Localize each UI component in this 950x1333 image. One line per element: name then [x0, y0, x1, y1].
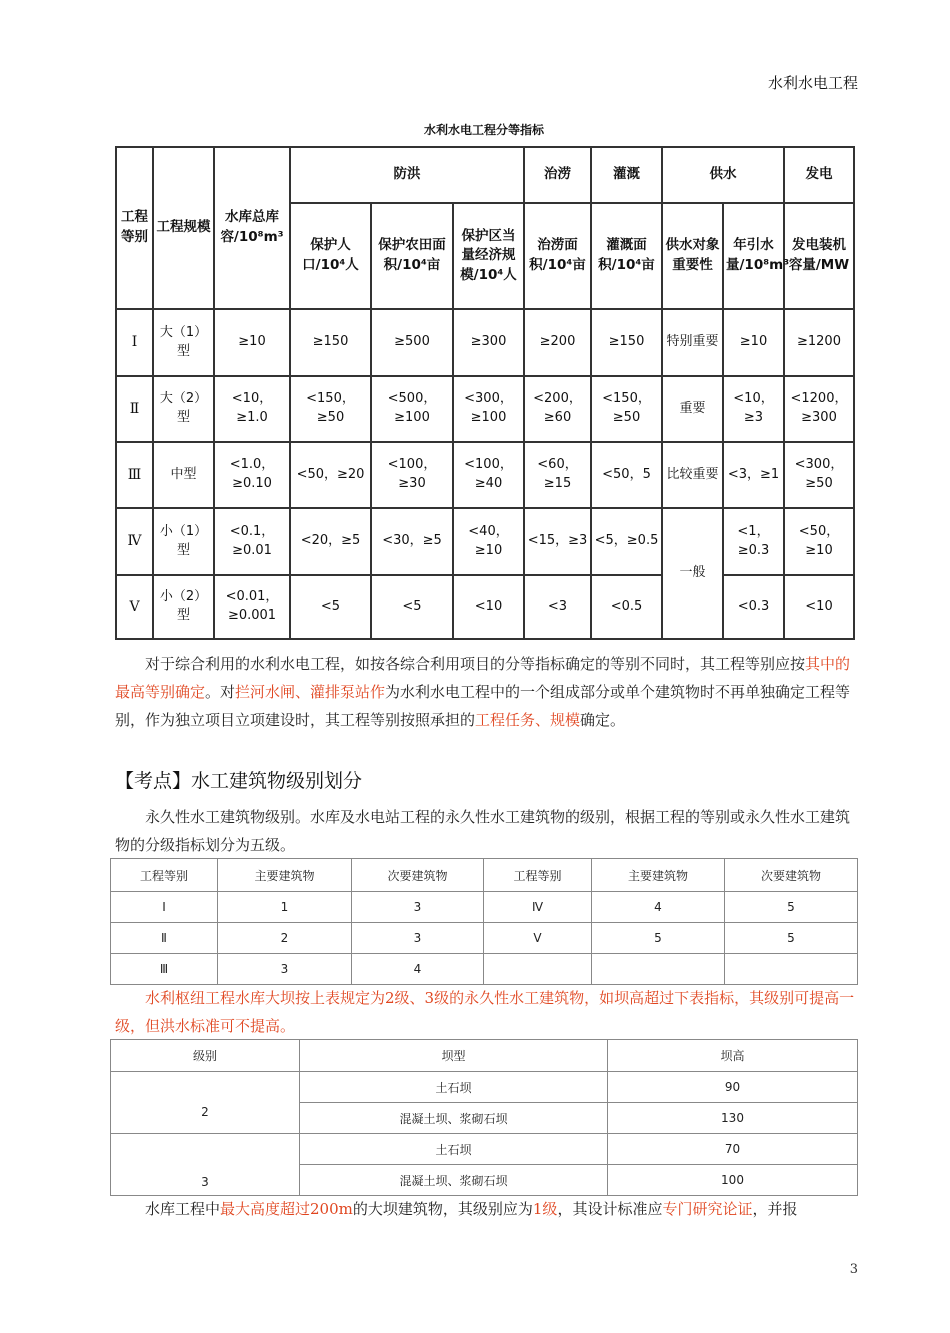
dam-type-cell: 土石坝: [300, 1072, 608, 1103]
dam-height-cell: 90: [608, 1072, 858, 1103]
paragraph-high-dam: 水库工程中最大高度超过200m的大坝建筑物，其级别应为1级，其设计标准应专门研究论证，并报: [145, 1200, 798, 1218]
farm-cell: <5: [371, 575, 453, 639]
table-row: [116, 575, 854, 639]
section-title: 【考点】水工建筑物级别划分: [115, 770, 363, 792]
table2-header: 主要建筑物: [218, 859, 352, 892]
power-cell: ≥1200: [784, 309, 854, 376]
dam-type-cell: 混凝土坝、浆砌石坝: [300, 1165, 608, 1196]
table-row: [111, 954, 858, 985]
header-irrig-area: 灌溉面积/10⁴亩: [591, 203, 662, 309]
farm-cell: <500，≥100: [371, 376, 453, 442]
farm-cell: <100，≥30: [371, 442, 453, 508]
header-capacity: 水库总库容/10⁸m³: [214, 147, 290, 309]
drain-cell: ≥200: [524, 309, 591, 376]
farm-cell: ≥500: [371, 309, 453, 376]
table2-header: 工程等别: [111, 859, 218, 892]
table2-cell: [725, 954, 858, 985]
header-flood-farm: 保护农田面积/10⁴亩: [371, 203, 453, 309]
building-grade-table: [110, 858, 858, 985]
supply-vol-cell: <3，≥1: [723, 442, 784, 508]
pop-cell: <50，≥20: [290, 442, 371, 508]
highlight-height: 最大高度超过200m: [220, 1200, 353, 1218]
table2-cell: 3: [352, 923, 484, 954]
paragraph-comprehensive: 对于综合利用的水利水电工程，如按各综合利用项目的分等指标确定的等别不同时，其工程等别应按其中的最高等别确定。对拦河水闸、灌排泵站作为水利水电工程中的一个组成部分或单个建筑物时不再单独确定工程等别，作为独立项目立项建设时，其工程等别按照承担的工程任务、规模确定。: [115, 655, 851, 729]
table-row: [111, 892, 858, 923]
table2-cell: 5: [592, 923, 725, 954]
supply-vol-cell: <1，≥0.3: [723, 508, 784, 575]
econ-cell: <10: [453, 575, 524, 639]
pop-cell: ≥150: [290, 309, 371, 376]
table-row: [111, 1072, 858, 1103]
capacity-cell: <1.0，≥0.10: [214, 442, 290, 508]
scale-cell: 小（2）型: [153, 575, 214, 639]
table2-cell: 4: [592, 892, 725, 923]
power-cell: <1200，≥300: [784, 376, 854, 442]
header-power-cap: 发电装机容量/MW: [784, 203, 854, 309]
table-row: [116, 508, 854, 575]
supply-obj-cell: 比较重要: [662, 442, 723, 508]
table-row: [116, 442, 854, 508]
page-number: 3: [849, 1262, 858, 1277]
grade-cell: Ⅱ: [116, 376, 153, 442]
capacity-cell: <10，≥1.0: [214, 376, 290, 442]
table2-cell: [484, 954, 592, 985]
power-cell: <10: [784, 575, 854, 639]
highlight-task-scale: 工程任务、规模: [475, 711, 581, 729]
irrig-cell: <150，≥50: [591, 376, 662, 442]
header-irrig: 灌溉: [591, 147, 662, 203]
grade-cell: Ⅲ: [116, 442, 153, 508]
capacity-cell: <0.1，≥0.01: [214, 508, 290, 575]
header-supply-vol: 年引水量/10⁸m³: [723, 203, 784, 309]
highlight-special-study: 专门研究论证: [662, 1200, 753, 1218]
paragraph-dam-upgrade: 水利枢纽工程水库大坝按上表规定为2级、3级的永久性水工建筑物，如坝高超过下表指标，其级别可提高一级，但洪水标准可不提高。: [115, 989, 855, 1035]
header-flood-pop: 保护人口/10⁴人: [290, 203, 371, 309]
table2-cell: [592, 954, 725, 985]
table2-header: 工程等别: [484, 859, 592, 892]
grade-cell: Ⅳ: [116, 508, 153, 575]
pop-cell: <20，≥5: [290, 508, 371, 575]
header-drain: 治涝: [524, 147, 591, 203]
pop-cell: <5: [290, 575, 371, 639]
farm-cell: <30，≥5: [371, 508, 453, 575]
scale-cell: 中型: [153, 442, 214, 508]
header-supply: 供水: [662, 147, 784, 203]
dam-type-cell: 混凝土坝、浆砌石坝: [300, 1103, 608, 1134]
capacity-cell: <0.01，≥0.001: [214, 575, 290, 639]
irrig-cell: ≥150: [591, 309, 662, 376]
header-title: 水利水电工程: [767, 74, 858, 92]
table-row: [111, 923, 858, 954]
table3-header: 级别: [111, 1040, 300, 1072]
dam-height-cell: 70: [608, 1134, 858, 1165]
dam-grade-cell: 2: [111, 1072, 300, 1134]
table2-header: 主要建筑物: [592, 859, 725, 892]
supply-obj-cell: 特别重要: [662, 309, 723, 376]
pop-cell: <150，≥50: [290, 376, 371, 442]
drain-cell: <60，≥15: [524, 442, 591, 508]
econ-cell: ≥300: [453, 309, 524, 376]
irrig-cell: <5，≥0.5: [591, 508, 662, 575]
table2-header: 次要建筑物: [725, 859, 858, 892]
grading-index-table: [115, 146, 855, 640]
table3-header: 坝型: [300, 1040, 608, 1072]
table2-cell: 1: [218, 892, 352, 923]
scale-cell: 大（1）型: [153, 309, 214, 376]
table2-header: 次要建筑物: [352, 859, 484, 892]
capacity-cell: ≥10: [214, 309, 290, 376]
grade-cell: Ⅴ: [116, 575, 153, 639]
header-flood: 防洪: [290, 147, 524, 203]
table1-caption: 水利水电工程分等指标: [423, 123, 544, 137]
header-scale: 工程规模: [153, 147, 214, 309]
dam-grade-cell: 3: [111, 1134, 300, 1196]
supply-vol-cell: <0.3: [723, 575, 784, 639]
table2-cell: Ⅴ: [484, 923, 592, 954]
supply-vol-cell: <10，≥3: [723, 376, 784, 442]
dam-height-cell: 130: [608, 1103, 858, 1134]
table-row: [116, 309, 854, 376]
irrig-cell: <50，5: [591, 442, 662, 508]
econ-cell: <100，≥40: [453, 442, 524, 508]
table2-cell: 2: [218, 923, 352, 954]
dam-type-cell: 土石坝: [300, 1134, 608, 1165]
scale-cell: 大（2）型: [153, 376, 214, 442]
table2-cell: 5: [725, 923, 858, 954]
table2-cell: 3: [352, 892, 484, 923]
highlight-highest-grade: 其中的最高等别确定: [115, 655, 851, 701]
table2-cell: Ⅱ: [111, 923, 218, 954]
econ-cell: <40，≥10: [453, 508, 524, 575]
table2-cell: Ⅲ: [111, 954, 218, 985]
dam-height-cell: 100: [608, 1165, 858, 1196]
econ-cell: <300，≥100: [453, 376, 524, 442]
table-row: [116, 376, 854, 442]
highlight-grade-1: 1级: [532, 1200, 558, 1218]
header-grade: 工程等别: [116, 147, 153, 309]
supply-obj-cell: 重要: [662, 376, 723, 442]
drain-cell: <15，≥3: [524, 508, 591, 575]
table2-cell: Ⅳ: [484, 892, 592, 923]
scale-cell: 小（1）型: [153, 508, 214, 575]
header-drain-area: 治涝面积/10⁴亩: [524, 203, 591, 309]
table2-cell: 5: [725, 892, 858, 923]
power-cell: <300，≥50: [784, 442, 854, 508]
table3-header: 坝高: [608, 1040, 858, 1072]
irrig-cell: <0.5: [591, 575, 662, 639]
header-supply-obj: 供水对象重要性: [662, 203, 723, 309]
highlight-sluice-pump: 拦河水闸、灌排泵站作: [235, 683, 386, 701]
table2-cell: 3: [218, 954, 352, 985]
table-row: [111, 1134, 858, 1165]
drain-cell: <200，≥60: [524, 376, 591, 442]
paragraph-permanent-grade: 永久性水工建筑物级别。水库及水电站工程的永久性水工建筑物的级别，根据工程的等别或永久性水工建筑物的分级指标划分为五级。: [115, 808, 851, 854]
dam-height-table: [110, 1039, 858, 1196]
header-power: 发电: [784, 147, 854, 203]
table2-cell: Ⅰ: [111, 892, 218, 923]
grade-cell: Ⅰ: [116, 309, 153, 376]
supply-vol-cell: ≥10: [723, 309, 784, 376]
supply-obj-cell: 一般: [662, 508, 723, 639]
table2-cell: 4: [352, 954, 484, 985]
header-flood-econ: 保护区当量经济规模/10⁴人: [453, 203, 524, 309]
drain-cell: <3: [524, 575, 591, 639]
power-cell: <50，≥10: [784, 508, 854, 575]
